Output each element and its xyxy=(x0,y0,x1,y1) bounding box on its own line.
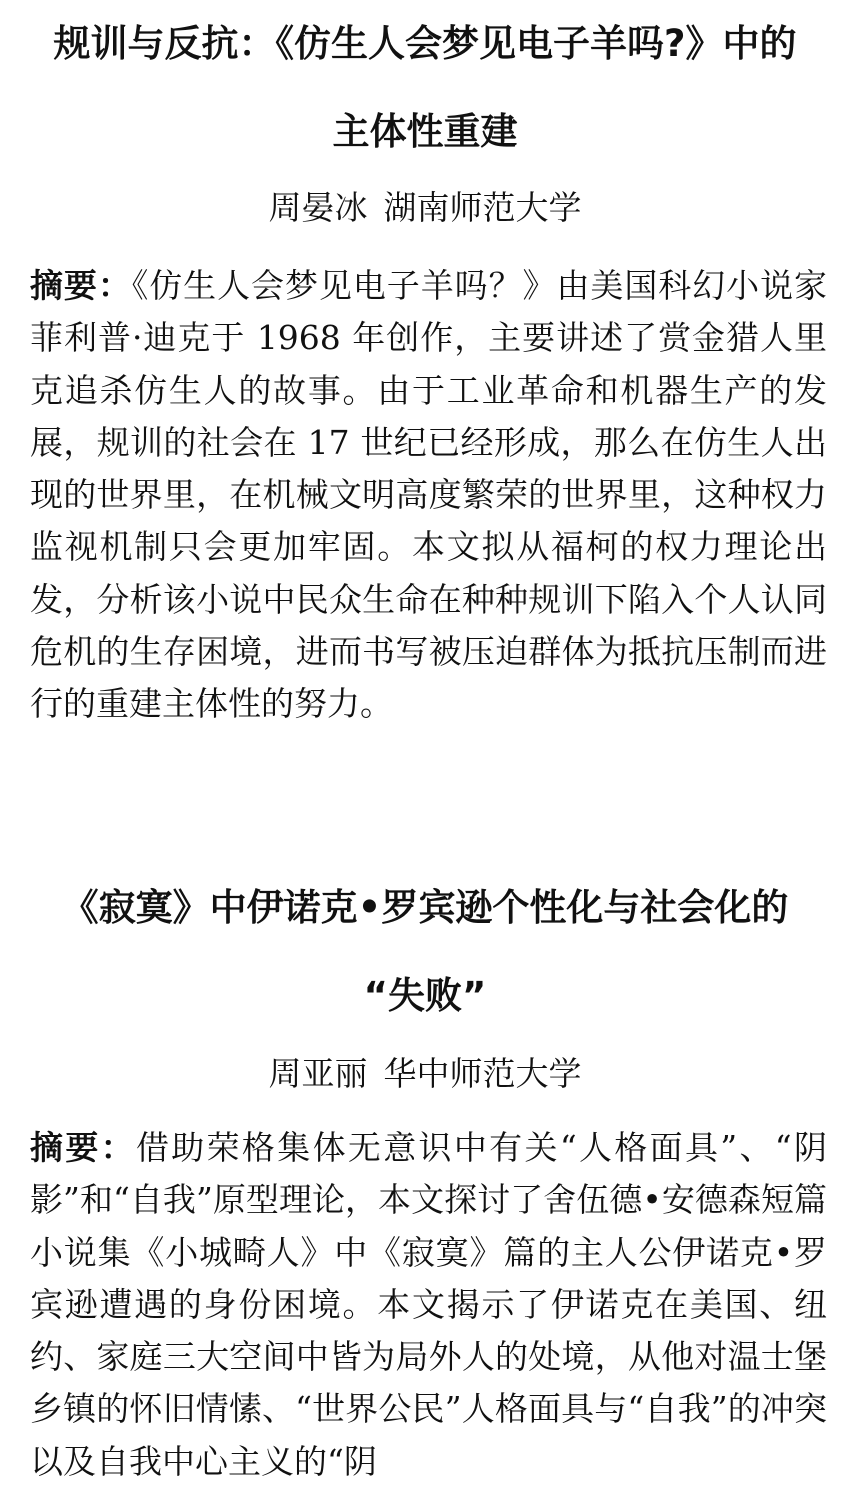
article-title-line: 规训与反抗：《仿生人会梦见电子羊吗?》中的 xyxy=(53,22,797,65)
article-title xyxy=(20,864,830,1040)
abstract-text: 《仿生人会梦见电子羊吗？》由美国科幻小说家菲利普·迪克于 1968 年创作，主要讲述了赏金猎人里克追杀仿生人的故事。由于工业革命和机器生产的发展，规训的社会在 17 世纪已经形成，那么在仿生人出现的世界里，在机械文明高度繁荣的世界里，这种权力监视机制只会更加牢固。本文拟从福柯的权力理论出发，分析该小说中民众生命在种种规训下陷入个人认同危机的生存困境，进而书写被压迫群体为抵抗压制而进行的重建主体性的努力。 xyxy=(30,266,828,724)
article-title-line: 《寂寞》中伊诺克•罗宾逊个性化与社会化的 xyxy=(61,886,789,929)
author-affiliation: 湖南师范大学 xyxy=(383,188,582,227)
article-title-line: “失败” xyxy=(363,974,487,1017)
abstract-text: 借助荣格集体无意识中有关“人格面具”、“阴影”和“自我”原型理论，本文探讨了舍伍德•安德森短篇小说集《小城畸人》中《寂寞》篇的主人公伊诺克•罗宾逊遭遇的身份困境。本文揭示了伊诺克在美国、纽约、家庭三大空间中皆为局外人的处境，从他对温士堡乡镇的怀旧情愫、“世界公民”人格面具与“自我”的冲突以及自我中心主义的“阴 xyxy=(30,1128,827,1481)
abstract-paragraph xyxy=(30,1122,827,1488)
article-title xyxy=(20,0,830,176)
abstract-label: 摘要： xyxy=(30,1128,136,1167)
author-name: 周晏冰 xyxy=(268,188,368,227)
author-line xyxy=(0,1050,850,1098)
author-line xyxy=(0,184,850,232)
author-affiliation: 华中师范大学 xyxy=(383,1054,582,1093)
author-name: 周亚丽 xyxy=(268,1054,368,1093)
abstract-label: 摘要： xyxy=(30,266,132,305)
article-title-line: 主体性重建 xyxy=(332,110,518,153)
abstract-paragraph xyxy=(30,260,827,731)
